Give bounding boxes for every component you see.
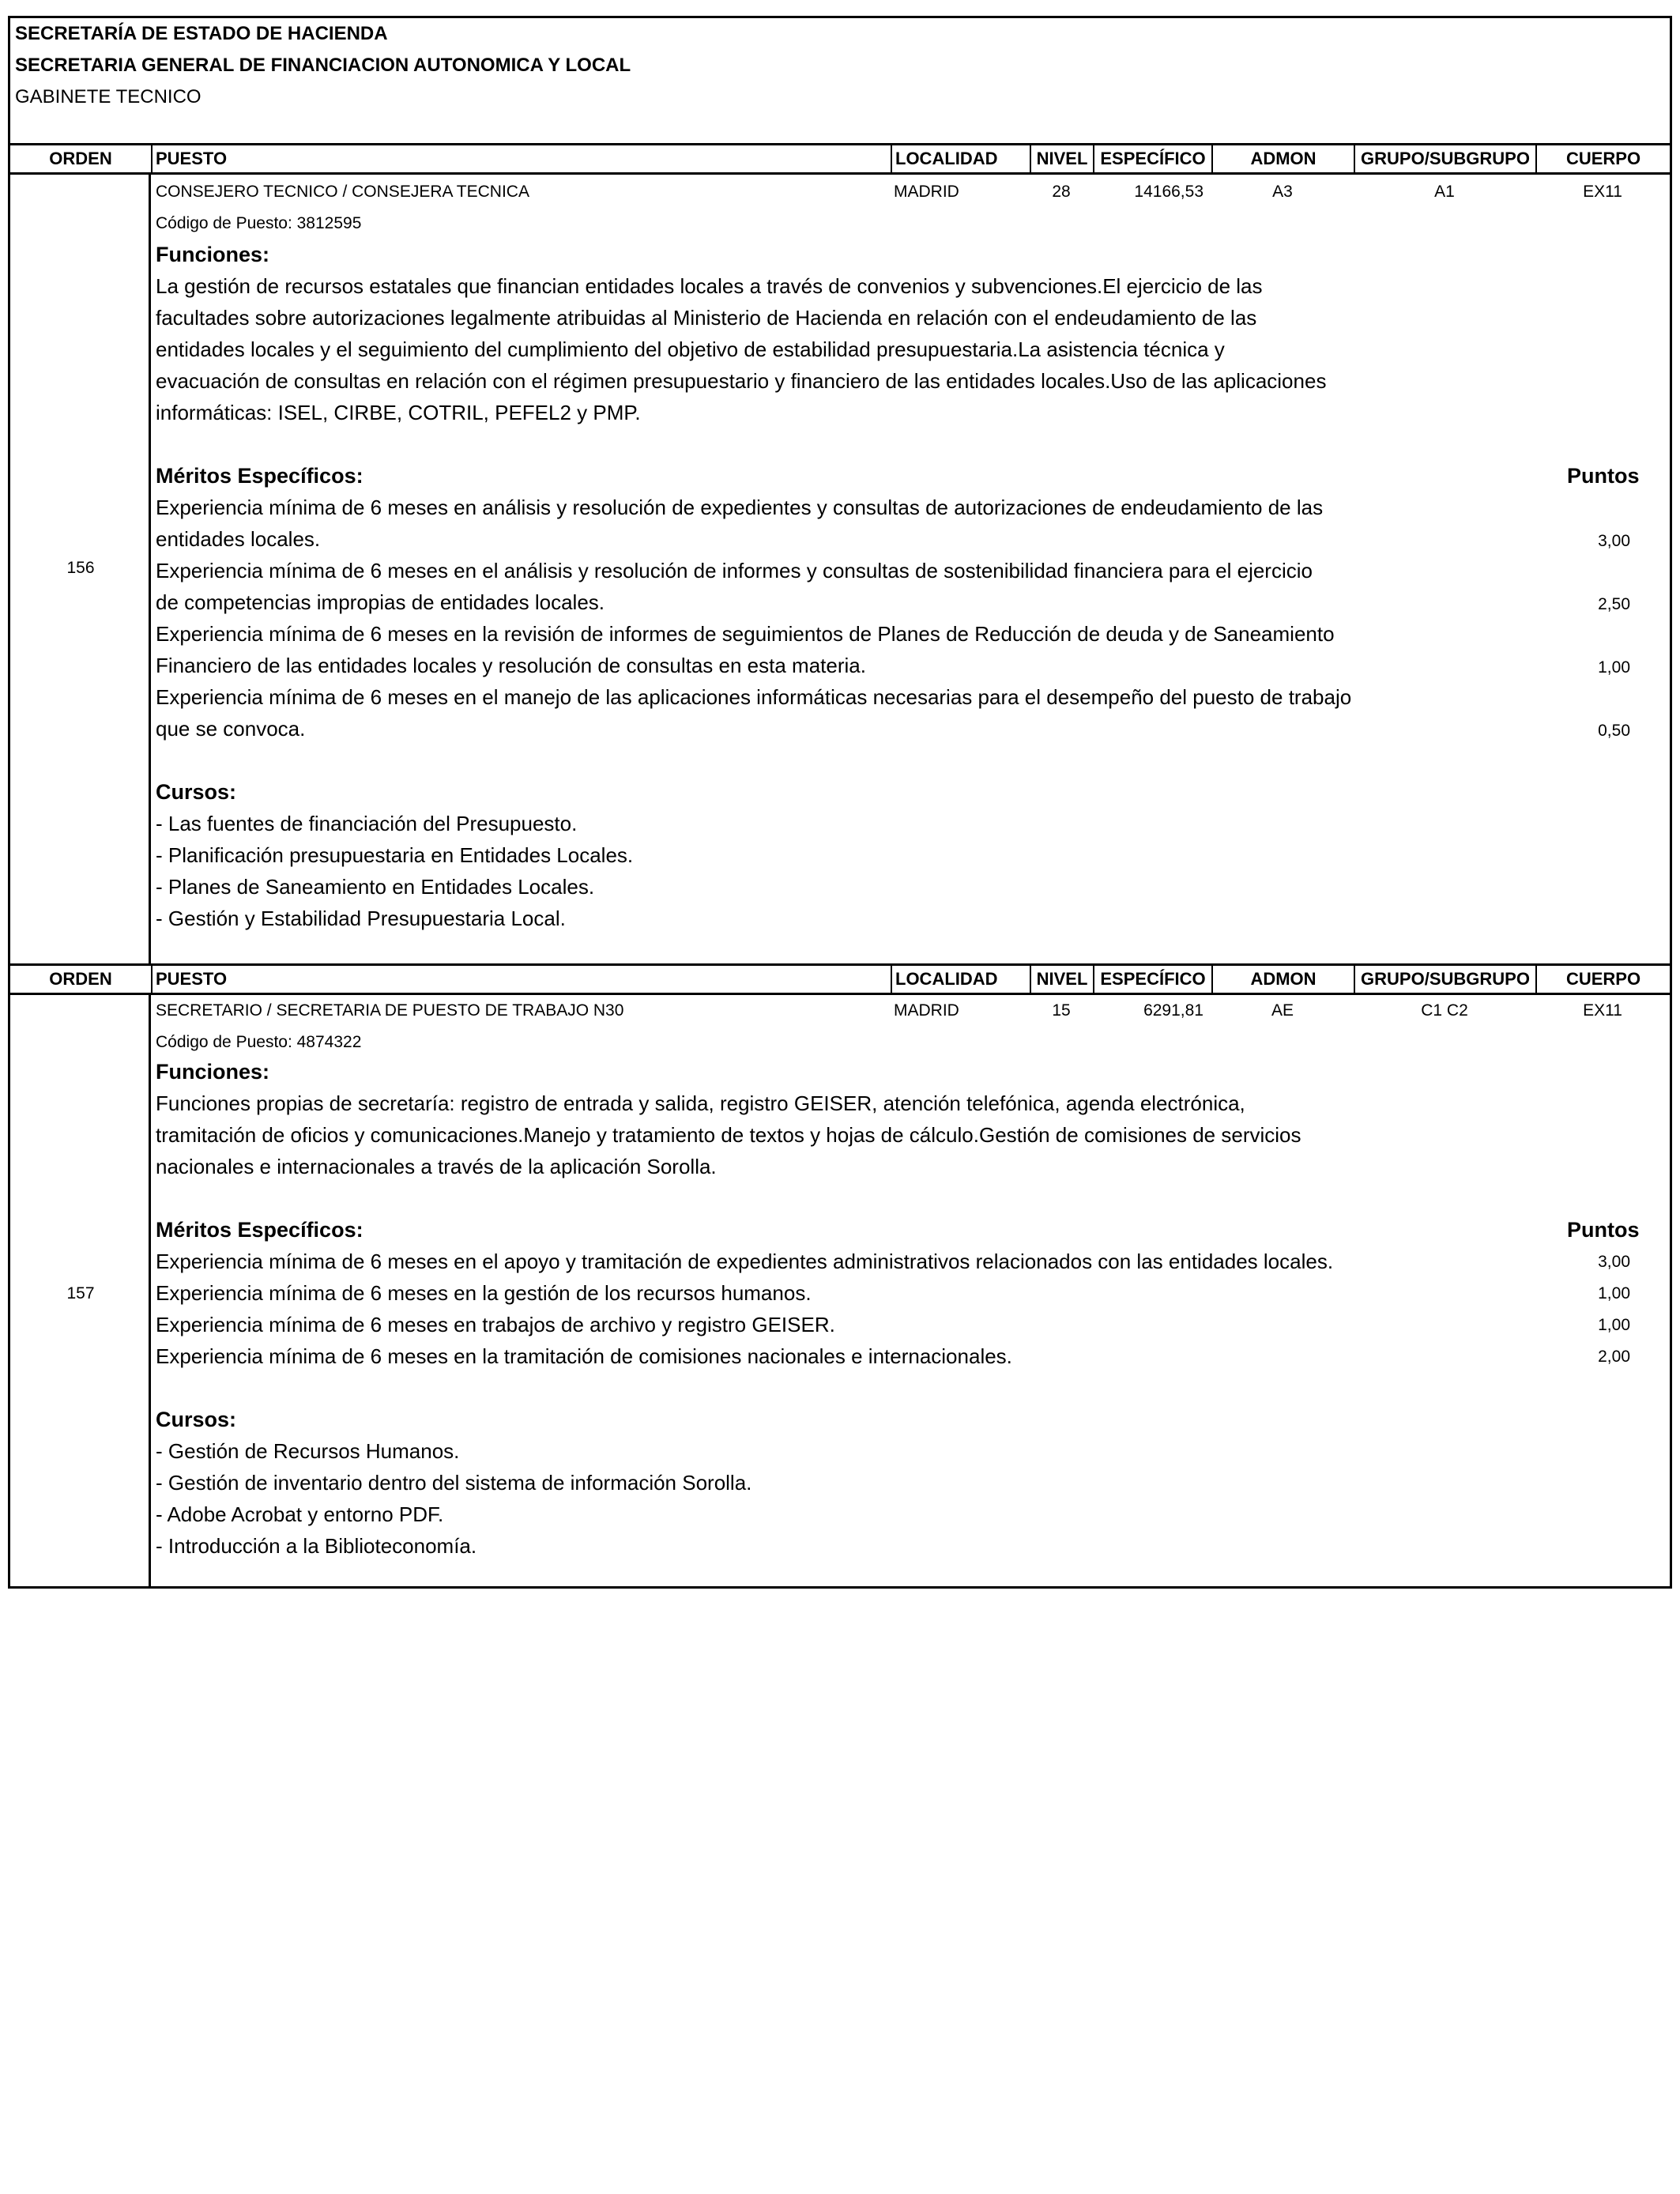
meritos-label: Méritos Específicos: [156,1218,363,1242]
curso-item: - Las fuentes de financiación del Presupuesto. [156,812,578,835]
document-sheet [8,16,1672,1589]
header-secretaria-general: SECRETARIA GENERAL DE FINANCIACION AUTONOMICA Y LOCAL [15,55,631,76]
col-orden: ORDEN [49,149,112,168]
col-grupo: GRUPO/SUBGRUPO [1354,145,1535,172]
funciones-line: informáticas: ISEL, CIRBE, COTRIL, PEFEL2 y PMP. [156,401,641,424]
cuerpo-value: EX11 [1583,183,1622,201]
merito-line: Experiencia mínima de 6 meses en trabajos de archivo y registro GEISER. [156,1313,835,1336]
merito-puntos: 1,00 [1598,658,1630,677]
funciones-line: Funciones propias de secretaría: registro de entrada y salida, registro GEISER, atención telefónica, agenda electrónica, [156,1091,1245,1115]
codigo-puesto: Código de Puesto: 3812595 [156,214,362,232]
localidad-value: MADRID [894,183,959,201]
col-orden: ORDEN [49,969,112,989]
curso-item: - Planificación presupuestaria en Entidades Locales. [156,843,634,867]
puntos-label: Puntos [1567,1218,1640,1242]
merito-puntos: 2,50 [1598,595,1630,613]
merito-puntos: 2,00 [1598,1348,1630,1366]
col-admon: ADMON [1211,145,1354,172]
funciones-label: Funciones: [156,243,270,266]
puesto-title: CONSEJERO TECNICO / CONSEJERA TECNICA [156,183,529,201]
col-especifico: ESPECÍFICO [1093,966,1211,993]
especifico-value: 14166,53 [1134,183,1203,201]
col-nivel: NIVEL [1030,145,1093,172]
merito-line: que se convoca. [156,717,306,741]
orden-divider [149,995,151,1589]
funciones-line: entidades locales y el seguimiento del cumplimiento del objetivo de estabilidad presupuestaria.La asistencia técnica y [156,337,1225,361]
curso-item: - Adobe Acrobat y entorno PDF. [156,1502,444,1526]
curso-item: - Gestión de inventario dentro del sistema de información Sorolla. [156,1471,752,1495]
merito-puntos: 0,50 [1598,722,1630,740]
merito-puntos: 3,00 [1598,1253,1630,1271]
merito-line: Experiencia mínima de 6 meses en el apoyo y tramitación de expedientes administrativos relacionados con las entidades locales. [156,1250,1334,1273]
admon-value: A3 [1272,183,1293,201]
col-admon: ADMON [1211,966,1354,993]
header-gabinete: GABINETE TECNICO [15,86,202,107]
meritos-label: Méritos Específicos: [156,464,363,488]
col-puesto: PUESTO [151,966,891,993]
merito-line: Experiencia mínima de 6 meses en la gestión de los recursos humanos. [156,1281,812,1305]
merito-line: Experiencia mínima de 6 meses en la revisión de informes de seguimientos de Planes de Reducción de deuda y de Saneamiento [156,622,1335,646]
curso-item: - Gestión y Estabilidad Presupuestaria Local. [156,907,566,930]
cursos-label: Cursos: [156,1408,237,1431]
col-cuerpo: CUERPO [1535,145,1670,172]
orden-number: 156 [66,559,95,577]
curso-item: - Gestión de Recursos Humanos. [156,1439,460,1463]
funciones-line: La gestión de recursos estatales que financian entidades locales a través de convenios y subvenciones.El ejercicio de las [156,274,1263,298]
grupo-value: C1 C2 [1421,1001,1468,1020]
header-ministry: SECRETARÍA DE ESTADO DE HACIENDA [15,23,388,44]
localidad-value: MADRID [894,1001,959,1020]
merito-puntos: 1,00 [1598,1316,1630,1334]
codigo-puesto: Código de Puesto: 4874322 [156,1033,362,1051]
merito-line: de competencias impropias de entidades locales. [156,590,605,614]
merito-line: entidades locales. [156,527,321,551]
merito-line: Experiencia mínima de 6 meses en la tramitación de comisiones nacionales e internacionales. [156,1344,1012,1368]
merito-line: Experiencia mínima de 6 meses en el manejo de las aplicaciones informáticas necesarias para el desempeño del puesto de trabajo [156,685,1352,709]
merito-line: Experiencia mínima de 6 meses en análisis y resolución de expedientes y consultas de autorizaciones de endeudamiento de las [156,496,1324,519]
col-cuerpo: CUERPO [1535,966,1670,993]
curso-item: - Planes de Saneamiento en Entidades Locales. [156,875,595,899]
column-header-row [10,963,1670,995]
cuerpo-value: EX11 [1583,1001,1622,1020]
funciones-line: facultades sobre autorizaciones legalmente atribuidas al Ministerio de Hacienda en relación con el endeudamiento de las [156,306,1257,330]
cursos-label: Cursos: [156,780,237,804]
curso-item: - Introducción a la Biblioteconomía. [156,1534,477,1558]
col-grupo: GRUPO/SUBGRUPO [1354,966,1535,993]
funciones-label: Funciones: [156,1060,270,1084]
nivel-value: 28 [1052,183,1071,201]
merito-puntos: 1,00 [1598,1284,1630,1302]
column-header-row [10,143,1670,175]
col-localidad: LOCALIDAD [891,145,1030,172]
merito-puntos: 3,00 [1598,532,1630,550]
nivel-value: 15 [1052,1001,1071,1020]
merito-line: Experiencia mínima de 6 meses en el análisis y resolución de informes y consultas de sostenibilidad financiera para el ejercicio [156,559,1313,582]
col-especifico: ESPECÍFICO [1093,145,1211,172]
col-puesto: PUESTO [151,145,891,172]
grupo-value: A1 [1434,183,1455,201]
orden-divider [149,175,151,965]
col-nivel: NIVEL [1030,966,1093,993]
puesto-title: SECRETARIO / SECRETARIA DE PUESTO DE TRABAJO N30 [156,1001,624,1020]
admon-value: AE [1271,1001,1294,1020]
especifico-value: 6291,81 [1143,1001,1203,1020]
funciones-line: evacuación de consultas en relación con el régimen presupuestario y financiero de las entidades locales.Uso de las aplicaciones [156,369,1327,393]
orden-number: 157 [66,1284,95,1302]
puntos-label: Puntos [1567,464,1640,488]
merito-line: Financiero de las entidades locales y resolución de consultas en esta materia. [156,654,866,677]
col-localidad: LOCALIDAD [891,966,1030,993]
funciones-line: tramitación de oficios y comunicaciones.Manejo y tratamiento de textos y hojas de cálculo.Gestión de comisiones de servicios [156,1123,1301,1147]
funciones-line: nacionales e internacionales a través de la aplicación Sorolla. [156,1155,717,1178]
